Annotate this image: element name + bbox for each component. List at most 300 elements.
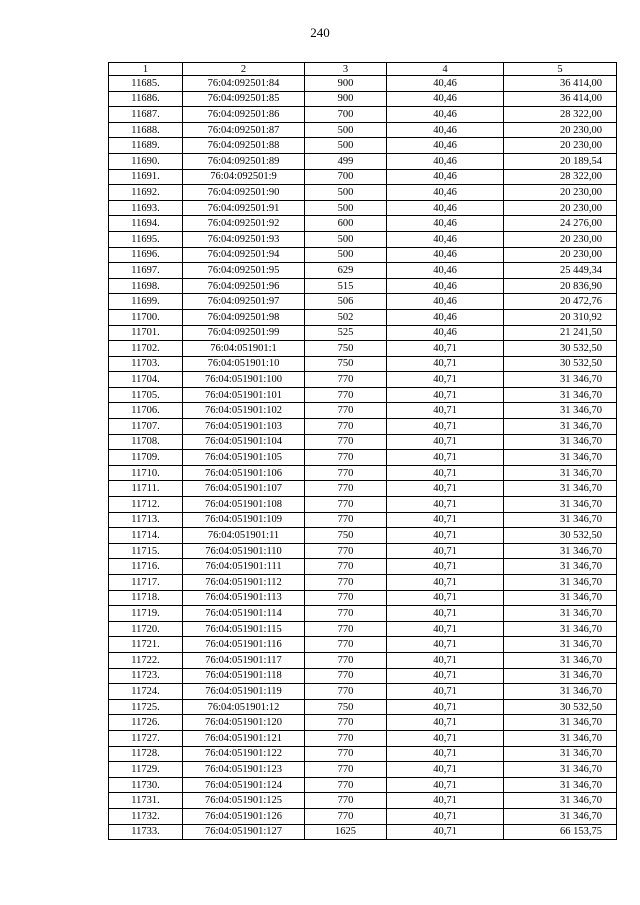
rate-cell: 40,71: [387, 512, 504, 528]
table-row: [109, 76, 617, 92]
area-cell: 770: [305, 465, 387, 481]
table-body: [109, 76, 617, 840]
area-cell: 515: [305, 278, 387, 294]
table-row: [109, 450, 617, 466]
area-cell: 525: [305, 325, 387, 341]
table-row: [109, 762, 617, 778]
area-cell: 770: [305, 606, 387, 622]
amount-cell: 20 230,00: [504, 247, 617, 263]
row-number-cell: 11723.: [109, 668, 183, 684]
table-row: [109, 325, 617, 341]
cadastral-number-cell: 76:04:051901:102: [183, 403, 305, 419]
row-number-cell: 11696.: [109, 247, 183, 263]
rate-cell: 40,71: [387, 621, 504, 637]
rate-cell: 40,71: [387, 808, 504, 824]
rate-cell: 40,71: [387, 403, 504, 419]
rate-cell: 40,46: [387, 231, 504, 247]
row-number-cell: 11715.: [109, 543, 183, 559]
amount-cell: 28 322,00: [504, 169, 617, 185]
amount-cell: 36 414,00: [504, 91, 617, 107]
cadastral-number-cell: 76:04:051901:11: [183, 528, 305, 544]
rate-cell: 40,71: [387, 575, 504, 591]
column-header-3: 3: [305, 63, 387, 76]
row-number-cell: 11714.: [109, 528, 183, 544]
rate-cell: 40,71: [387, 684, 504, 700]
area-cell: 500: [305, 185, 387, 201]
area-cell: 770: [305, 559, 387, 575]
amount-cell: 36 414,00: [504, 76, 617, 92]
row-number-cell: 11720.: [109, 621, 183, 637]
cadastral-number-cell: 76:04:051901:122: [183, 746, 305, 762]
cadastral-number-cell: 76:04:051901:103: [183, 419, 305, 435]
page-number: 240: [310, 25, 330, 40]
rate-cell: 40,71: [387, 419, 504, 435]
row-number-cell: 11729.: [109, 762, 183, 778]
column-header-2: 2: [183, 63, 305, 76]
rate-cell: 40,71: [387, 497, 504, 513]
cadastral-number-cell: 76:04:051901:101: [183, 387, 305, 403]
amount-cell: 28 322,00: [504, 107, 617, 123]
cadastral-number-cell: 76:04:051901:112: [183, 575, 305, 591]
area-cell: 770: [305, 715, 387, 731]
cadastral-number-cell: 76:04:051901:12: [183, 699, 305, 715]
cadastral-number-cell: 76:04:092501:86: [183, 107, 305, 123]
table-row: [109, 777, 617, 793]
table-row: [109, 824, 617, 840]
cadastral-number-cell: 76:04:051901:121: [183, 730, 305, 746]
cadastral-number-cell: 76:04:051901:10: [183, 356, 305, 372]
row-number-cell: 11700.: [109, 309, 183, 325]
row-number-cell: 11705.: [109, 387, 183, 403]
row-number-cell: 11697.: [109, 263, 183, 279]
rate-cell: 40,71: [387, 746, 504, 762]
rate-cell: 40,71: [387, 372, 504, 388]
table-row: [109, 497, 617, 513]
table-row: [109, 465, 617, 481]
table-row: [109, 403, 617, 419]
column-header-1: 1: [109, 63, 183, 76]
amount-cell: 31 346,70: [504, 606, 617, 622]
rate-cell: 40,71: [387, 668, 504, 684]
cadastral-number-cell: 76:04:092501:95: [183, 263, 305, 279]
rate-cell: 40,46: [387, 107, 504, 123]
amount-cell: 31 346,70: [504, 403, 617, 419]
rate-cell: 40,71: [387, 699, 504, 715]
table-row: [109, 652, 617, 668]
cadastral-number-cell: 76:04:092501:91: [183, 200, 305, 216]
rate-cell: 40,46: [387, 247, 504, 263]
table-row: [109, 481, 617, 497]
table-row: [109, 434, 617, 450]
rate-cell: 40,71: [387, 356, 504, 372]
cadastral-number-cell: 76:04:051901:127: [183, 824, 305, 840]
area-cell: 770: [305, 403, 387, 419]
cadastral-number-cell: 76:04:051901:126: [183, 808, 305, 824]
row-number-cell: 11710.: [109, 465, 183, 481]
amount-cell: 31 346,70: [504, 543, 617, 559]
table-row: [109, 216, 617, 232]
area-cell: 770: [305, 387, 387, 403]
table-row: [109, 668, 617, 684]
cadastral-number-cell: 76:04:051901:119: [183, 684, 305, 700]
row-number-cell: 11717.: [109, 575, 183, 591]
table-row: [109, 559, 617, 575]
table-row: [109, 247, 617, 263]
rate-cell: 40,71: [387, 590, 504, 606]
rate-cell: 40,71: [387, 777, 504, 793]
area-cell: 750: [305, 699, 387, 715]
cadastral-number-cell: 76:04:051901:120: [183, 715, 305, 731]
amount-cell: 31 346,70: [504, 559, 617, 575]
rate-cell: 40,71: [387, 465, 504, 481]
rate-cell: 40,71: [387, 543, 504, 559]
area-cell: 770: [305, 668, 387, 684]
cadastral-number-cell: 76:04:051901:124: [183, 777, 305, 793]
amount-cell: 20 472,76: [504, 294, 617, 310]
column-header-5: 5: [504, 63, 617, 76]
table-row: [109, 715, 617, 731]
area-cell: 770: [305, 762, 387, 778]
cadastral-number-cell: 76:04:092501:92: [183, 216, 305, 232]
amount-cell: 20 230,00: [504, 138, 617, 154]
area-cell: 770: [305, 684, 387, 700]
area-cell: 770: [305, 621, 387, 637]
rate-cell: 40,71: [387, 652, 504, 668]
table-row: [109, 341, 617, 357]
amount-cell: 31 346,70: [504, 793, 617, 809]
row-number-cell: 11712.: [109, 497, 183, 513]
area-cell: 700: [305, 169, 387, 185]
area-cell: 629: [305, 263, 387, 279]
row-number-cell: 11725.: [109, 699, 183, 715]
amount-cell: 31 346,70: [504, 434, 617, 450]
amount-cell: 66 153,75: [504, 824, 617, 840]
row-number-cell: 11703.: [109, 356, 183, 372]
cadastral-number-cell: 76:04:092501:97: [183, 294, 305, 310]
table-row: [109, 153, 617, 169]
cadastral-number-cell: 76:04:051901:116: [183, 637, 305, 653]
row-number-cell: 11721.: [109, 637, 183, 653]
amount-cell: 20 230,00: [504, 185, 617, 201]
row-number-cell: 11733.: [109, 824, 183, 840]
amount-cell: 20 310,92: [504, 309, 617, 325]
cadastral-number-cell: 76:04:092501:94: [183, 247, 305, 263]
rate-cell: 40,71: [387, 730, 504, 746]
amount-cell: 31 346,70: [504, 575, 617, 591]
area-cell: 500: [305, 138, 387, 154]
cadastral-number-cell: 76:04:092501:90: [183, 185, 305, 201]
table-row: [109, 590, 617, 606]
row-number-cell: 11685.: [109, 76, 183, 92]
table-row: [109, 169, 617, 185]
amount-cell: 31 346,70: [504, 450, 617, 466]
row-number-cell: 11707.: [109, 419, 183, 435]
amount-cell: 31 346,70: [504, 777, 617, 793]
amount-cell: 20 189,54: [504, 153, 617, 169]
cadastral-number-cell: 76:04:092501:85: [183, 91, 305, 107]
rate-cell: 40,71: [387, 793, 504, 809]
rate-cell: 40,71: [387, 481, 504, 497]
cadastral-number-cell: 76:04:051901:123: [183, 762, 305, 778]
amount-cell: 30 532,50: [504, 528, 617, 544]
table-row: [109, 637, 617, 653]
table-row: [109, 730, 617, 746]
amount-cell: 31 346,70: [504, 387, 617, 403]
table-row: [109, 200, 617, 216]
data-table: [108, 62, 617, 840]
rate-cell: 40,71: [387, 606, 504, 622]
amount-cell: 31 346,70: [504, 637, 617, 653]
row-number-cell: 11702.: [109, 341, 183, 357]
area-cell: 770: [305, 590, 387, 606]
table-row: [109, 107, 617, 123]
cadastral-number-cell: 76:04:051901:107: [183, 481, 305, 497]
table-row: [109, 808, 617, 824]
row-number-cell: 11694.: [109, 216, 183, 232]
area-cell: 770: [305, 652, 387, 668]
area-cell: 770: [305, 777, 387, 793]
cadastral-number-cell: 76:04:051901:110: [183, 543, 305, 559]
table-row: [109, 606, 617, 622]
area-cell: 600: [305, 216, 387, 232]
amount-cell: 20 836,90: [504, 278, 617, 294]
row-number-cell: 11727.: [109, 730, 183, 746]
column-header-4: 4: [387, 63, 504, 76]
amount-cell: 31 346,70: [504, 684, 617, 700]
rate-cell: 40,71: [387, 824, 504, 840]
cadastral-number-cell: 76:04:051901:104: [183, 434, 305, 450]
amount-cell: 31 346,70: [504, 746, 617, 762]
amount-cell: 30 532,50: [504, 356, 617, 372]
row-number-cell: 11691.: [109, 169, 183, 185]
table-row: [109, 575, 617, 591]
cadastral-number-cell: 76:04:051901:108: [183, 497, 305, 513]
table-row: [109, 372, 617, 388]
row-number-cell: 11709.: [109, 450, 183, 466]
cadastral-number-cell: 76:04:092501:9: [183, 169, 305, 185]
row-number-cell: 11695.: [109, 231, 183, 247]
rate-cell: 40,71: [387, 715, 504, 731]
area-cell: 770: [305, 434, 387, 450]
cadastral-number-cell: 76:04:092501:96: [183, 278, 305, 294]
area-cell: 770: [305, 419, 387, 435]
amount-cell: 30 532,50: [504, 699, 617, 715]
table-row: [109, 138, 617, 154]
amount-cell: 31 346,70: [504, 419, 617, 435]
table-row: [109, 793, 617, 809]
row-number-cell: 11728.: [109, 746, 183, 762]
row-number-cell: 11731.: [109, 793, 183, 809]
amount-cell: 31 346,70: [504, 668, 617, 684]
row-number-cell: 11692.: [109, 185, 183, 201]
cadastral-number-cell: 76:04:092501:88: [183, 138, 305, 154]
area-cell: 750: [305, 528, 387, 544]
table-row: [109, 185, 617, 201]
rate-cell: 40,46: [387, 76, 504, 92]
amount-cell: 31 346,70: [504, 808, 617, 824]
amount-cell: 31 346,70: [504, 590, 617, 606]
table-row: [109, 356, 617, 372]
area-cell: 770: [305, 730, 387, 746]
rate-cell: 40,46: [387, 294, 504, 310]
area-cell: 500: [305, 122, 387, 138]
area-cell: 770: [305, 481, 387, 497]
amount-cell: 31 346,70: [504, 481, 617, 497]
cadastral-number-cell: 76:04:051901:113: [183, 590, 305, 606]
amount-cell: 31 346,70: [504, 730, 617, 746]
amount-cell: 31 346,70: [504, 465, 617, 481]
area-cell: 900: [305, 76, 387, 92]
cadastral-number-cell: 76:04:051901:118: [183, 668, 305, 684]
row-number-cell: 11698.: [109, 278, 183, 294]
cadastral-number-cell: 76:04:092501:87: [183, 122, 305, 138]
amount-cell: 21 241,50: [504, 325, 617, 341]
area-cell: 750: [305, 341, 387, 357]
rate-cell: 40,46: [387, 200, 504, 216]
table-row: [109, 746, 617, 762]
area-cell: 770: [305, 746, 387, 762]
rate-cell: 40,46: [387, 169, 504, 185]
rate-cell: 40,46: [387, 309, 504, 325]
row-number-cell: 11724.: [109, 684, 183, 700]
area-cell: 770: [305, 575, 387, 591]
area-cell: 770: [305, 543, 387, 559]
cadastral-number-cell: 76:04:092501:84: [183, 76, 305, 92]
area-cell: 700: [305, 107, 387, 123]
cadastral-number-cell: 76:04:092501:89: [183, 153, 305, 169]
row-number-cell: 11719.: [109, 606, 183, 622]
area-cell: 770: [305, 450, 387, 466]
cadastral-number-cell: 76:04:051901:1: [183, 341, 305, 357]
table-row: [109, 231, 617, 247]
table-header-row: [109, 63, 617, 76]
rate-cell: 40,71: [387, 762, 504, 778]
cadastral-number-cell: 76:04:092501:99: [183, 325, 305, 341]
area-cell: 900: [305, 91, 387, 107]
row-number-cell: 11708.: [109, 434, 183, 450]
row-number-cell: 11726.: [109, 715, 183, 731]
cadastral-number-cell: 76:04:051901:111: [183, 559, 305, 575]
cadastral-number-cell: 76:04:092501:93: [183, 231, 305, 247]
cadastral-number-cell: 76:04:051901:115: [183, 621, 305, 637]
row-number-cell: 11713.: [109, 512, 183, 528]
row-number-cell: 11690.: [109, 153, 183, 169]
amount-cell: 31 346,70: [504, 512, 617, 528]
amount-cell: 25 449,34: [504, 263, 617, 279]
rate-cell: 40,71: [387, 434, 504, 450]
table-row: [109, 91, 617, 107]
rate-cell: 40,71: [387, 450, 504, 466]
area-cell: 770: [305, 372, 387, 388]
table-row: [109, 419, 617, 435]
area-cell: 499: [305, 153, 387, 169]
rate-cell: 40,46: [387, 185, 504, 201]
cadastral-number-cell: 76:04:051901:100: [183, 372, 305, 388]
row-number-cell: 11687.: [109, 107, 183, 123]
rate-cell: 40,46: [387, 122, 504, 138]
area-cell: 770: [305, 808, 387, 824]
rate-cell: 40,46: [387, 216, 504, 232]
area-cell: 506: [305, 294, 387, 310]
rate-cell: 40,46: [387, 91, 504, 107]
amount-cell: 20 230,00: [504, 122, 617, 138]
area-cell: 770: [305, 637, 387, 653]
row-number-cell: 11686.: [109, 91, 183, 107]
table-row: [109, 684, 617, 700]
row-number-cell: 11716.: [109, 559, 183, 575]
row-number-cell: 11730.: [109, 777, 183, 793]
cadastral-number-cell: 76:04:051901:125: [183, 793, 305, 809]
row-number-cell: 11732.: [109, 808, 183, 824]
row-number-cell: 11701.: [109, 325, 183, 341]
rate-cell: 40,46: [387, 325, 504, 341]
cadastral-number-cell: 76:04:092501:98: [183, 309, 305, 325]
amount-cell: 20 230,00: [504, 231, 617, 247]
table-row: [109, 387, 617, 403]
area-cell: 770: [305, 497, 387, 513]
table-row: [109, 699, 617, 715]
rate-cell: 40,71: [387, 528, 504, 544]
area-cell: 750: [305, 356, 387, 372]
area-cell: 500: [305, 231, 387, 247]
area-cell: 770: [305, 793, 387, 809]
table-row: [109, 309, 617, 325]
row-number-cell: 11706.: [109, 403, 183, 419]
area-cell: 770: [305, 512, 387, 528]
amount-cell: 31 346,70: [504, 621, 617, 637]
row-number-cell: 11722.: [109, 652, 183, 668]
rate-cell: 40,71: [387, 341, 504, 357]
row-number-cell: 11711.: [109, 481, 183, 497]
amount-cell: 31 346,70: [504, 652, 617, 668]
amount-cell: 30 532,50: [504, 341, 617, 357]
row-number-cell: 11688.: [109, 122, 183, 138]
amount-cell: 31 346,70: [504, 497, 617, 513]
table-row: [109, 278, 617, 294]
cadastral-number-cell: 76:04:051901:117: [183, 652, 305, 668]
rate-cell: 40,46: [387, 153, 504, 169]
row-number-cell: 11693.: [109, 200, 183, 216]
cadastral-number-cell: 76:04:051901:114: [183, 606, 305, 622]
cadastral-number-cell: 76:04:051901:106: [183, 465, 305, 481]
area-cell: 1625: [305, 824, 387, 840]
rate-cell: 40,46: [387, 138, 504, 154]
area-cell: 500: [305, 247, 387, 263]
area-cell: 500: [305, 200, 387, 216]
table-row: [109, 528, 617, 544]
rate-cell: 40,46: [387, 263, 504, 279]
cadastral-number-cell: 76:04:051901:105: [183, 450, 305, 466]
rate-cell: 40,71: [387, 637, 504, 653]
cadastral-number-cell: 76:04:051901:109: [183, 512, 305, 528]
row-number-cell: 11689.: [109, 138, 183, 154]
amount-cell: 31 346,70: [504, 762, 617, 778]
area-cell: 502: [305, 309, 387, 325]
table-row: [109, 621, 617, 637]
row-number-cell: 11704.: [109, 372, 183, 388]
table-row: [109, 122, 617, 138]
table-row: [109, 543, 617, 559]
rate-cell: 40,71: [387, 387, 504, 403]
amount-cell: 31 346,70: [504, 372, 617, 388]
amount-cell: 31 346,70: [504, 715, 617, 731]
table-row: [109, 263, 617, 279]
amount-cell: 24 276,00: [504, 216, 617, 232]
table-row: [109, 512, 617, 528]
table-row: [109, 294, 617, 310]
row-number-cell: 11699.: [109, 294, 183, 310]
amount-cell: 20 230,00: [504, 200, 617, 216]
